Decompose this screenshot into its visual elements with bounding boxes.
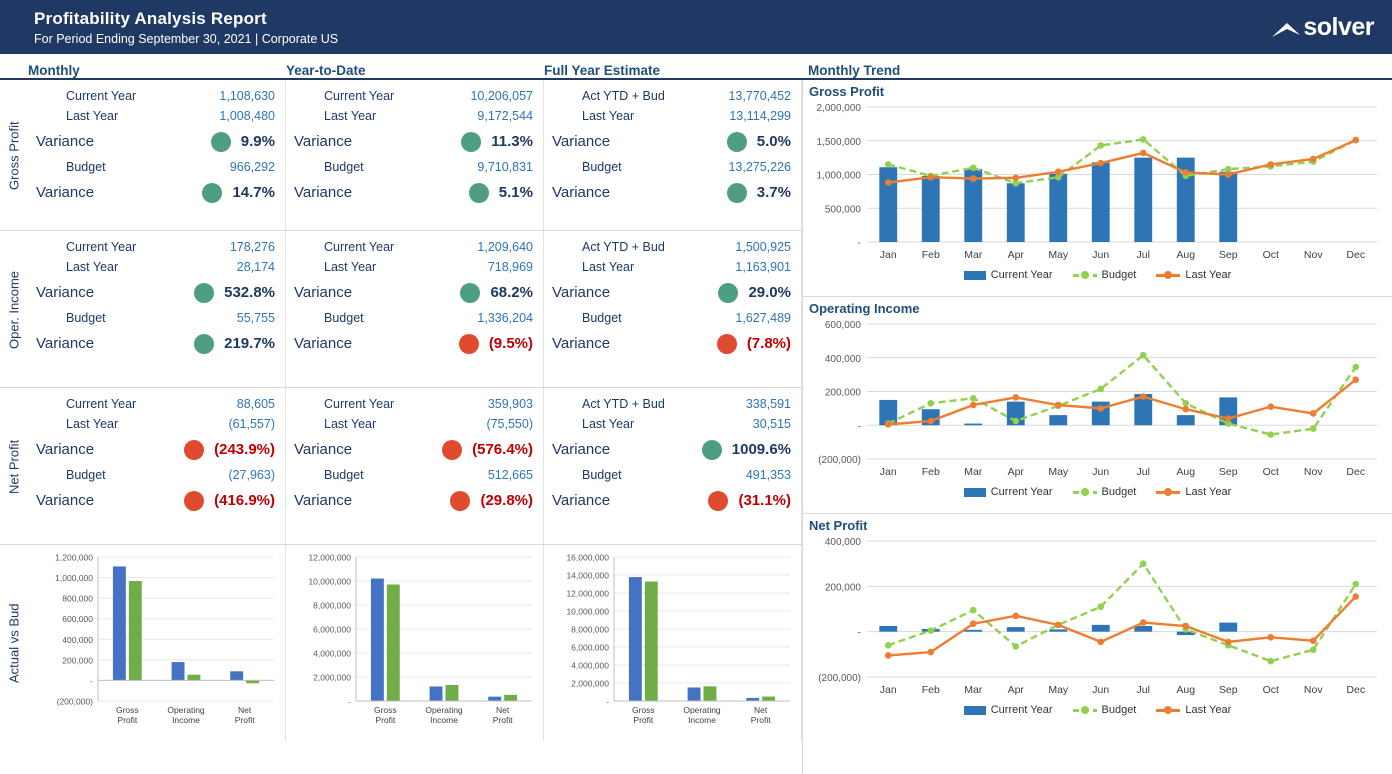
label-last-year: Last Year bbox=[582, 417, 635, 431]
status-badge-variance-ly bbox=[194, 283, 214, 303]
card-net-profit-fullyear bbox=[544, 388, 802, 544]
header-text-block bbox=[34, 9, 338, 46]
chart-avb-monthly bbox=[28, 545, 286, 741]
value-variance-ly: (243.9%) bbox=[214, 441, 275, 458]
chart-avb-fullyear bbox=[544, 545, 802, 741]
chart-block-gross-profit bbox=[803, 80, 1392, 297]
chart-title-operating-income: Operating Income bbox=[809, 301, 920, 316]
svg-text:400,000: 400,000 bbox=[824, 537, 861, 548]
label-last-year: Last Year bbox=[66, 109, 119, 123]
legend-swatch-dash-icon bbox=[1073, 709, 1097, 712]
svg-text:Net: Net bbox=[754, 705, 768, 715]
value-last-year: 13,114,299 bbox=[729, 109, 791, 123]
band-operating-income bbox=[0, 231, 802, 388]
value-last-year: 718,969 bbox=[487, 260, 533, 274]
svg-text:Oct: Oct bbox=[1262, 684, 1279, 696]
status-badge-variance-ly bbox=[460, 283, 480, 303]
svg-text:6,000,000: 6,000,000 bbox=[571, 642, 609, 653]
svg-text:1,500,000: 1,500,000 bbox=[816, 136, 861, 148]
svg-text:600,000: 600,000 bbox=[824, 320, 861, 331]
svg-text:1,000,000: 1,000,000 bbox=[55, 573, 93, 584]
status-badge-variance-budget bbox=[708, 491, 728, 511]
value-act-ytd-bud: 338,591 bbox=[745, 397, 791, 411]
status-badge-variance-ly bbox=[461, 132, 481, 152]
card-oper-income-ytd bbox=[286, 231, 544, 387]
card-oper-income-fullyear bbox=[544, 231, 802, 387]
label-last-year: Last Year bbox=[324, 417, 377, 431]
label-last-year: Last Year bbox=[582, 109, 635, 123]
status-badge-variance-budget bbox=[469, 183, 489, 203]
svg-text:Gross: Gross bbox=[115, 705, 139, 715]
value-budget: 9,710,831 bbox=[477, 160, 533, 174]
label-current-year: Current Year bbox=[66, 397, 137, 411]
value-last-year: 30,515 bbox=[752, 417, 791, 431]
svg-text:May: May bbox=[1048, 466, 1069, 478]
svg-text:Aug: Aug bbox=[1176, 466, 1196, 478]
value-variance-ly: (576.4%) bbox=[472, 441, 533, 458]
card-net-profit-monthly bbox=[28, 388, 286, 544]
value-last-year: 1,008,480 bbox=[219, 109, 275, 123]
label-budget: Budget bbox=[66, 160, 106, 174]
label-current-year: Current Year bbox=[324, 397, 395, 411]
chart-avb-ytd-canvas bbox=[290, 551, 540, 737]
svg-text:12,000,000: 12,000,000 bbox=[566, 588, 609, 599]
svg-text:200,000: 200,000 bbox=[62, 655, 93, 666]
label-variance-budget: Variance bbox=[294, 335, 353, 352]
svg-text:Operating: Operating bbox=[167, 705, 205, 715]
card-oper-income-monthly bbox=[28, 231, 286, 387]
svg-text:Nov: Nov bbox=[1303, 466, 1323, 478]
row-group-label-net-profit: Net Profit bbox=[6, 439, 22, 494]
value-variance-budget: (416.9%) bbox=[214, 492, 275, 509]
trend-region bbox=[802, 80, 1392, 774]
legend-item-budget bbox=[1073, 704, 1137, 716]
value-variance-ly: 5.0% bbox=[756, 133, 791, 150]
svg-text:Profit: Profit bbox=[234, 715, 255, 725]
svg-text:Apr: Apr bbox=[1007, 249, 1024, 261]
logo-swoosh-icon bbox=[1271, 21, 1301, 39]
value-variance-ly: 532.8% bbox=[224, 284, 275, 301]
svg-text:Mar: Mar bbox=[964, 249, 983, 261]
status-badge-variance-budget bbox=[717, 334, 737, 354]
label-budget: Budget bbox=[324, 160, 364, 174]
label-last-year: Last Year bbox=[66, 417, 119, 431]
legend-item-current-year bbox=[964, 704, 1053, 716]
chart-avb-monthly-canvas bbox=[32, 551, 282, 737]
legend-swatch-dash-icon bbox=[1073, 491, 1097, 494]
value-current-year: 359,903 bbox=[487, 397, 533, 411]
label-last-year: Last Year bbox=[324, 260, 377, 274]
svg-text:Dec: Dec bbox=[1346, 249, 1366, 261]
card-gross-profit-monthly bbox=[28, 80, 286, 230]
svg-text:Profit: Profit bbox=[375, 715, 396, 725]
value-last-year: 9,172,544 bbox=[477, 109, 533, 123]
legend-label-current-year: Current Year bbox=[990, 486, 1053, 498]
svg-text:Jun: Jun bbox=[1092, 249, 1110, 261]
value-variance-budget: (31.1%) bbox=[738, 492, 791, 509]
legend-item-budget bbox=[1073, 269, 1137, 281]
label-variance-ly: Variance bbox=[552, 441, 611, 458]
status-badge-variance-ly bbox=[702, 440, 722, 460]
svg-text:Profit: Profit bbox=[633, 715, 654, 725]
svg-text:2,000,000: 2,000,000 bbox=[816, 103, 861, 114]
legend-label-budget: Budget bbox=[1101, 704, 1137, 716]
label-variance-budget: Variance bbox=[36, 184, 95, 201]
chart-title-net-profit: Net Profit bbox=[809, 518, 868, 533]
svg-text:1,200,000: 1,200,000 bbox=[55, 552, 93, 563]
svg-text:Mar: Mar bbox=[964, 684, 983, 696]
svg-text:Jun: Jun bbox=[1092, 684, 1110, 696]
label-variance-ly: Variance bbox=[294, 284, 353, 301]
value-budget: 512,665 bbox=[487, 468, 533, 482]
svg-text:Income: Income bbox=[172, 715, 200, 725]
label-act-ytd-bud: Act YTD + Bud bbox=[582, 89, 665, 103]
row-group-label-actual-vs-bud: Actual vs Bud bbox=[6, 603, 22, 683]
svg-text:-: - bbox=[606, 696, 609, 707]
value-budget: 1,627,489 bbox=[735, 311, 791, 325]
page-title: Profitability Analysis Report bbox=[34, 8, 267, 28]
value-budget: 55,755 bbox=[236, 311, 275, 325]
svg-text:Jun: Jun bbox=[1092, 466, 1110, 478]
svg-text:Jul: Jul bbox=[1136, 249, 1150, 261]
chart-trend-gross-profit-canvas bbox=[803, 99, 1389, 264]
chart-avb-ytd bbox=[286, 545, 544, 741]
svg-text:Aug: Aug bbox=[1176, 249, 1196, 261]
label-act-ytd-bud: Act YTD + Bud bbox=[582, 240, 665, 254]
value-variance-budget: 3.7% bbox=[756, 184, 791, 201]
svg-text:Operating: Operating bbox=[683, 705, 721, 715]
svg-text:Net: Net bbox=[238, 705, 252, 715]
svg-text:-: - bbox=[348, 696, 351, 707]
value-budget: 1,336,204 bbox=[477, 311, 533, 325]
band-gross-profit bbox=[0, 80, 802, 231]
report-header bbox=[0, 0, 1392, 54]
label-variance-ly: Variance bbox=[294, 441, 353, 458]
svg-text:Jul: Jul bbox=[1136, 684, 1150, 696]
svg-text:8,000,000: 8,000,000 bbox=[571, 624, 609, 635]
svg-text:800,000: 800,000 bbox=[62, 593, 93, 604]
svg-text:500,000: 500,000 bbox=[824, 204, 861, 216]
page-subtitle: For Period Ending September 30, 2021 | Corporate US bbox=[34, 31, 339, 46]
chart-avb-fullyear-canvas bbox=[548, 551, 798, 737]
status-badge-variance-budget bbox=[202, 183, 222, 203]
legend-item-current-year bbox=[964, 486, 1053, 498]
status-badge-variance-budget bbox=[450, 491, 470, 511]
label-budget: Budget bbox=[324, 468, 364, 482]
col-heading-fullyear: Full Year Estimate bbox=[544, 63, 661, 78]
column-headings bbox=[0, 54, 1392, 80]
label-last-year: Last Year bbox=[582, 260, 635, 274]
svg-text:Apr: Apr bbox=[1007, 684, 1024, 696]
svg-text:(200,000): (200,000) bbox=[818, 455, 861, 466]
svg-text:Mar: Mar bbox=[964, 466, 983, 478]
label-variance-budget: Variance bbox=[294, 492, 353, 509]
label-variance-budget: Variance bbox=[552, 184, 611, 201]
label-variance-budget: Variance bbox=[36, 335, 95, 352]
svg-text:(200,000): (200,000) bbox=[818, 673, 861, 684]
svg-text:Feb: Feb bbox=[921, 249, 940, 261]
svg-text:-: - bbox=[857, 238, 861, 249]
svg-text:10,000,000: 10,000,000 bbox=[308, 576, 351, 587]
status-badge-variance-ly bbox=[184, 440, 204, 460]
col-heading-ytd: Year-to-Date bbox=[286, 63, 366, 78]
svg-text:400,000: 400,000 bbox=[824, 353, 861, 365]
label-variance-ly: Variance bbox=[36, 441, 95, 458]
svg-text:2,000,000: 2,000,000 bbox=[313, 672, 351, 683]
label-last-year: Last Year bbox=[66, 260, 119, 274]
value-budget: 491,353 bbox=[745, 468, 791, 482]
legend-swatch-line-icon bbox=[1156, 709, 1180, 712]
label-budget: Budget bbox=[324, 311, 364, 325]
band-net-profit bbox=[0, 388, 802, 545]
card-gross-profit-ytd bbox=[286, 80, 544, 230]
chart-block-net-profit bbox=[803, 514, 1392, 732]
value-current-year: 88,605 bbox=[236, 397, 275, 411]
legend-item-last-year bbox=[1156, 486, 1231, 498]
value-variance-budget: 219.7% bbox=[224, 335, 275, 352]
chart-title-gross-profit: Gross Profit bbox=[809, 84, 885, 99]
value-current-year: 10,206,057 bbox=[470, 89, 533, 103]
svg-text:Dec: Dec bbox=[1346, 466, 1366, 478]
svg-text:Profit: Profit bbox=[750, 715, 771, 725]
legend-label-last-year: Last Year bbox=[1185, 486, 1232, 498]
legend-item-budget bbox=[1073, 486, 1137, 498]
label-budget: Budget bbox=[66, 468, 106, 482]
label-variance-ly: Variance bbox=[552, 133, 611, 150]
value-act-ytd-bud: 13,770,452 bbox=[728, 89, 791, 103]
value-current-year: 1,108,630 bbox=[219, 89, 275, 103]
status-badge-variance-ly bbox=[211, 132, 231, 152]
svg-text:May: May bbox=[1048, 684, 1069, 696]
legend-gross-profit bbox=[803, 269, 1392, 284]
status-badge-variance-budget bbox=[194, 334, 214, 354]
svg-text:4,000,000: 4,000,000 bbox=[313, 648, 351, 659]
value-variance-budget: 5.1% bbox=[498, 184, 533, 201]
card-net-profit-ytd bbox=[286, 388, 544, 544]
col-heading-trend: Monthly Trend bbox=[808, 63, 901, 78]
label-variance-budget: Variance bbox=[36, 492, 95, 509]
value-budget: (27,963) bbox=[228, 468, 275, 482]
report-body bbox=[0, 80, 1392, 774]
value-variance-ly: 29.0% bbox=[748, 284, 791, 301]
legend-label-current-year: Current Year bbox=[990, 269, 1053, 281]
svg-text:Jul: Jul bbox=[1136, 466, 1150, 478]
svg-text:4,000,000: 4,000,000 bbox=[571, 660, 609, 671]
label-variance-budget: Variance bbox=[552, 335, 611, 352]
svg-text:Net: Net bbox=[496, 705, 510, 715]
svg-text:600,000: 600,000 bbox=[62, 614, 93, 625]
svg-text:Gross: Gross bbox=[373, 705, 397, 715]
svg-text:400,000: 400,000 bbox=[62, 634, 93, 645]
svg-text:-: - bbox=[857, 627, 861, 639]
svg-text:-: - bbox=[90, 675, 93, 686]
value-last-year: 28,174 bbox=[236, 260, 275, 274]
value-variance-ly: 11.3% bbox=[491, 133, 533, 150]
label-variance-ly: Variance bbox=[552, 284, 611, 301]
svg-text:Feb: Feb bbox=[921, 684, 940, 696]
label-budget: Budget bbox=[582, 160, 622, 174]
status-badge-variance-ly bbox=[727, 132, 747, 152]
label-variance-ly: Variance bbox=[294, 133, 353, 150]
svg-text:Nov: Nov bbox=[1303, 684, 1323, 696]
svg-text:2,000,000: 2,000,000 bbox=[571, 678, 609, 689]
svg-text:10,000,000: 10,000,000 bbox=[566, 606, 609, 617]
label-current-year: Current Year bbox=[324, 240, 395, 254]
legend-item-last-year bbox=[1156, 704, 1231, 716]
svg-text:Operating: Operating bbox=[425, 705, 463, 715]
legend-swatch-bar-icon bbox=[964, 271, 986, 280]
legend-label-last-year: Last Year bbox=[1185, 269, 1232, 281]
label-budget: Budget bbox=[582, 311, 622, 325]
card-gross-profit-fullyear bbox=[544, 80, 802, 230]
status-badge-variance-budget bbox=[184, 491, 204, 511]
row-group-label-gross-profit: Gross Profit bbox=[6, 121, 22, 190]
svg-text:Aug: Aug bbox=[1176, 684, 1196, 696]
svg-text:8,000,000: 8,000,000 bbox=[313, 600, 351, 611]
legend-swatch-line-icon bbox=[1156, 274, 1180, 277]
value-last-year: (61,557) bbox=[228, 417, 275, 431]
svg-text:Profit: Profit bbox=[492, 715, 513, 725]
label-variance-ly: Variance bbox=[36, 133, 95, 150]
legend-label-budget: Budget bbox=[1101, 269, 1137, 281]
label-budget: Budget bbox=[66, 311, 106, 325]
label-variance-budget: Variance bbox=[294, 184, 353, 201]
band-actual-vs-bud bbox=[0, 545, 802, 741]
value-variance-ly: 68.2% bbox=[490, 284, 533, 301]
status-badge-variance-ly bbox=[718, 283, 738, 303]
svg-text:Sep: Sep bbox=[1218, 249, 1238, 261]
svg-text:Feb: Feb bbox=[921, 466, 940, 478]
label-budget: Budget bbox=[582, 468, 622, 482]
svg-text:Income: Income bbox=[688, 715, 716, 725]
svg-text:Profit: Profit bbox=[117, 715, 138, 725]
legend-label-budget: Budget bbox=[1101, 486, 1137, 498]
svg-text:16,000,000: 16,000,000 bbox=[566, 552, 609, 563]
svg-text:Oct: Oct bbox=[1262, 466, 1279, 478]
label-act-ytd-bud: Act YTD + Bud bbox=[582, 397, 665, 411]
row-group-label-oper-income: Oper. Income bbox=[6, 270, 22, 349]
legend-label-last-year: Last Year bbox=[1185, 704, 1232, 716]
value-variance-budget: (7.8%) bbox=[746, 335, 791, 352]
kpi-region bbox=[0, 80, 802, 774]
svg-text:6,000,000: 6,000,000 bbox=[313, 624, 351, 635]
label-current-year: Current Year bbox=[324, 89, 395, 103]
status-badge-variance-ly bbox=[442, 440, 462, 460]
value-current-year: 178,276 bbox=[229, 240, 275, 254]
chart-trend-net-profit-canvas bbox=[803, 533, 1389, 699]
legend-item-current-year bbox=[964, 269, 1053, 281]
svg-text:Dec: Dec bbox=[1346, 684, 1366, 696]
solver-logo bbox=[1271, 13, 1374, 42]
svg-text:May: May bbox=[1048, 249, 1069, 261]
svg-text:Income: Income bbox=[430, 715, 458, 725]
value-variance-ly: 9.9% bbox=[240, 133, 275, 150]
legend-swatch-line-icon bbox=[1156, 491, 1180, 494]
svg-text:1,000,000: 1,000,000 bbox=[816, 170, 861, 182]
legend-operating-income bbox=[803, 486, 1392, 501]
legend-net-profit bbox=[803, 704, 1392, 719]
svg-text:Sep: Sep bbox=[1218, 684, 1238, 696]
legend-item-last-year bbox=[1156, 269, 1231, 281]
status-badge-variance-budget bbox=[459, 334, 479, 354]
legend-swatch-bar-icon bbox=[964, 706, 986, 715]
logo-text: solver bbox=[1303, 12, 1374, 41]
label-current-year: Current Year bbox=[66, 89, 137, 103]
value-variance-budget: (29.8%) bbox=[480, 492, 533, 509]
svg-text:Sep: Sep bbox=[1218, 466, 1238, 478]
value-act-ytd-bud: 1,500,925 bbox=[735, 240, 791, 254]
status-badge-variance-budget bbox=[727, 183, 747, 203]
chart-block-operating-income bbox=[803, 297, 1392, 514]
svg-text:Jan: Jan bbox=[879, 684, 897, 696]
svg-text:-: - bbox=[857, 421, 861, 433]
value-last-year: 1,163,901 bbox=[735, 260, 791, 274]
svg-text:Jan: Jan bbox=[879, 466, 897, 478]
svg-text:200,000: 200,000 bbox=[824, 582, 861, 594]
svg-text:14,000,000: 14,000,000 bbox=[566, 570, 609, 581]
value-budget: 966,292 bbox=[229, 160, 275, 174]
svg-text:Apr: Apr bbox=[1007, 466, 1024, 478]
svg-text:Oct: Oct bbox=[1262, 249, 1279, 261]
svg-text:Gross: Gross bbox=[631, 705, 655, 715]
legend-label-current-year: Current Year bbox=[990, 704, 1053, 716]
label-current-year: Current Year bbox=[66, 240, 137, 254]
legend-swatch-dash-icon bbox=[1073, 274, 1097, 277]
value-variance-budget: 14.7% bbox=[232, 184, 275, 201]
label-variance-budget: Variance bbox=[552, 492, 611, 509]
svg-text:Nov: Nov bbox=[1303, 249, 1323, 261]
col-heading-monthly: Monthly bbox=[28, 63, 80, 78]
value-variance-ly: 1009.6% bbox=[731, 441, 791, 458]
value-variance-budget: (9.5%) bbox=[488, 335, 533, 352]
svg-text:(200,000): (200,000) bbox=[56, 696, 93, 707]
label-variance-ly: Variance bbox=[36, 284, 95, 301]
legend-swatch-bar-icon bbox=[964, 488, 986, 497]
svg-text:200,000: 200,000 bbox=[824, 387, 861, 399]
value-last-year: (75,550) bbox=[486, 417, 533, 431]
svg-text:Jan: Jan bbox=[879, 249, 897, 261]
chart-trend-operating-income-canvas bbox=[803, 316, 1389, 481]
value-budget: 13,275,226 bbox=[728, 160, 791, 174]
value-current-year: 1,209,640 bbox=[477, 240, 533, 254]
svg-text:12,000,000: 12,000,000 bbox=[308, 552, 351, 563]
label-last-year: Last Year bbox=[324, 109, 377, 123]
